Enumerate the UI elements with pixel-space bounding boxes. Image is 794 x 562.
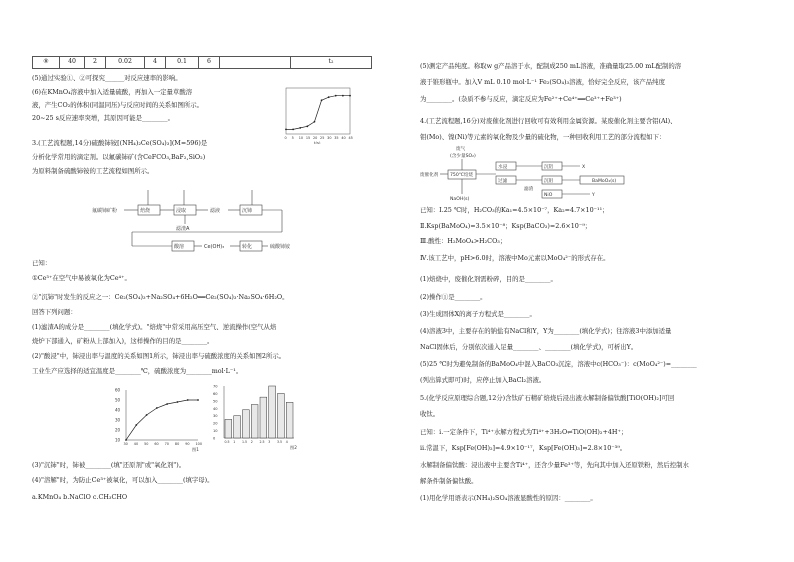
flow-label: X (582, 165, 586, 170)
y-tick-label: 20 (115, 427, 121, 433)
text-line: 钼(Mo)、镍(Ni)等元素的氧化物及少量的硫化物，一种回收利用工艺的部分流程如下： (420, 133, 666, 141)
text-line: Ⅳ.该工艺中，pH>6.0时，溶液中Mo元素以MoO₄²⁻的形式存在。 (420, 254, 610, 262)
options-line: a.KMnO₄ b.NaClO c.CH₃CHO (32, 493, 128, 501)
text-line: (2)"酸浸"中，铈浸出率与温度的关系如图1所示，铈浸出率与硫酸浓度的关系如图2所示。 (32, 352, 286, 360)
x-tick-label: 35 (334, 136, 339, 140)
data-point (292, 129, 294, 131)
text-line: Ⅱ.Ksp(BaMoO₄)=3.5×10⁻⁸；Ksp(BaCO₃)=2.6×10⁻⁹； (420, 222, 592, 230)
process-flow-diagram (92, 182, 332, 254)
bar (269, 386, 276, 438)
text-line: ①Ce³⁺在空气中易被氧化为Ce⁴⁺。 (32, 274, 131, 282)
data-point (146, 414, 148, 416)
x-tick-label: 45 (348, 136, 353, 140)
known-label: 已知： (32, 259, 52, 267)
data-point (335, 95, 337, 97)
flow-label: 转化 (242, 244, 253, 250)
flow-label: 滤渣A (176, 226, 190, 232)
y-tick-label: 0 (213, 436, 216, 441)
x-tick-label: 0.5 (224, 440, 230, 444)
text-line: (4)"溶解"时，为防止Ce³⁺被氧化，可以加入________(填字母)。 (32, 476, 214, 484)
y-tick-label: 30 (115, 417, 121, 423)
y-tick-label: 60 (213, 391, 218, 396)
x-tick-label: 3 (268, 440, 271, 444)
text-line: 液于锥形瓶中。加入V mL 0.10 mol·L⁻¹ Fe₂(SO₄)₃溶液，恰好完全反应，该产品纯度 (420, 78, 665, 86)
data-point (328, 96, 330, 98)
x-tick-label: 2.5 (259, 440, 265, 444)
recovery-flow-diagram (420, 144, 680, 206)
y-tick-label: 10 (115, 437, 121, 443)
flow-label: 滤渣 (524, 187, 534, 192)
table-cell: 4 (145, 57, 166, 69)
text-line: (1)滤渣A的成分是________(填化学式)。"焙烧"中常采用高压空气、逆流操作(空气从焙 (32, 323, 277, 331)
x-tick-label: 30 (123, 442, 128, 446)
flow-label: 酸溶 (174, 244, 185, 250)
x-tick-label: 4 (285, 440, 288, 444)
flow-label: 浸取 (176, 208, 187, 214)
data-point (125, 439, 127, 441)
table-cell: ⑧ (33, 57, 60, 69)
x-tick-label: 30 (327, 136, 332, 140)
bar (260, 397, 267, 438)
question-heading: 4.(工艺流程题,16分)对废催化剂进行回收可有效利用金属资源。某废催化剂主要含铝(Al)、 (420, 117, 677, 125)
x-tick-label: 10 (298, 136, 304, 140)
y-tick-label: 60 (115, 387, 121, 393)
text-line: (5)25 ℃时为避免制备的BaMoO₄中混入BaCO₃沉淀，溶液中c(HCO₃⁻)：c(MoO₄²⁻)=________ (420, 360, 697, 368)
text-line: 回答下列问题： (32, 308, 77, 316)
x-tick-label: 1 (233, 440, 236, 444)
flow-label: (含少量SO₂) (450, 154, 476, 159)
table-cell: t₂ (291, 57, 372, 69)
table-cell: 6 (199, 57, 220, 69)
text-line: 为________。(杂质不参与反应，滴定反应为Fe²⁺+Ce⁴⁺══Ce³⁺+Fe³⁺) (420, 95, 622, 103)
text-line: 分析化学常用的滴定剂。以氟碳铈矿(含CeFCO₃,BaF₂,SiO₂) (32, 153, 206, 161)
x-tick-label: 80 (174, 442, 180, 446)
flow-label: 氟碳铈矿粉 (92, 208, 118, 214)
x-tick-label: 15 (305, 136, 311, 140)
bar (278, 393, 285, 438)
y-tick-label: 10 (213, 429, 218, 434)
text-line: (4)溶液3中，主要存在的钠盐有NaCl和Y，Y为________(填化学式)；往溶液3中添加适量 (420, 327, 672, 335)
x-tick-label: 5 (291, 136, 294, 140)
table-cell: 0.1 (166, 57, 199, 69)
data-point (342, 95, 344, 97)
table-cell (220, 57, 291, 69)
data-point (135, 424, 137, 426)
text-line: 已知：ⅰ.一定条件下，Ti⁴⁺水解方程式为Ti⁴⁺+3H₂O⇌TiO(OH)₂+4H⁺； (420, 428, 628, 436)
text-line: (5)通过实验①、②可探究______对反应速率的影响。 (32, 74, 182, 82)
bar (286, 402, 293, 438)
y-tick-label: 70 (213, 384, 218, 389)
text-line: (6)在KMnO₄溶液中加入适量硫酸，再加入一定量草酸溶 (32, 88, 193, 96)
figure-caption: 图1 (192, 447, 199, 452)
flow-label: 沉铝 (544, 165, 554, 170)
x-tick-label: 70 (164, 442, 169, 446)
experiment-table (32, 56, 372, 69)
flow-label: 废催化剂 (420, 173, 439, 178)
data-point (156, 407, 158, 409)
text-line: 收钛。 (420, 410, 440, 418)
data-point (349, 95, 351, 97)
data-point (197, 399, 199, 401)
question-heading: 5.(化学反应原理综合题,12分)含钛矿石精矿焙烧后浸出液水解制备偏钛酸[TiO(OH)₂]可回 (420, 394, 675, 402)
series-line (286, 96, 350, 130)
table-row (33, 57, 372, 69)
x-axis-label: t(s) (314, 140, 321, 144)
data-point (285, 129, 287, 131)
flow-label: BaMoO₄(s) (592, 179, 617, 184)
bar (234, 416, 241, 438)
x-tick-label: 3.5 (277, 440, 283, 444)
data-point (187, 399, 189, 401)
text-line: (3)"沉铈"时，铈被________(填"还原剂"或"氧化剂")。 (32, 461, 186, 469)
y-tick-label: 50 (115, 397, 121, 403)
text-line: Ⅲ.酸性：H₂MoO₄>H₂CO₃； (420, 237, 507, 245)
x-tick-label: 40 (341, 136, 346, 140)
text-line: (5)测定产品纯度。称取w g产品溶于水，配制成250 mL溶液，准确量取25.00 mL配制的溶 (420, 62, 682, 70)
leaching-vs-acid-chart (210, 382, 300, 454)
leaching-vs-temperature-chart (112, 384, 204, 454)
flow-label: 沉铈 (242, 208, 253, 214)
x-tick-label: 1.5 (242, 440, 248, 444)
x-tick-label: 25 (320, 136, 325, 140)
x-tick-label: 2 (250, 440, 253, 444)
text-line: 已知：Ⅰ.25 ℃时，H₂CO₃的Ka₁=4.5×10⁻⁷，Ka₂=4.7×10⁻¹¹； (420, 206, 609, 214)
bar (243, 410, 250, 438)
data-point (177, 401, 179, 403)
text-line: (2)操作①是________。 (420, 293, 487, 301)
y-tick-label: 40 (213, 406, 218, 411)
data-point (166, 403, 168, 405)
text-line: (列出算式即可)时，应停止加入BaCl₂溶液。 (420, 376, 546, 384)
x-tick-label: 50 (144, 442, 149, 446)
bar (225, 419, 232, 438)
flow-label: 废气 (456, 147, 466, 152)
y-tick-label: 30 (213, 414, 218, 419)
flow-label: 沉钼 (544, 179, 554, 184)
flow-label: 焙烧 (140, 208, 151, 214)
x-tick-label: 90 (185, 442, 190, 446)
data-point (314, 121, 316, 123)
text-line: (1)焙烧中，废催化剂需粉碎，目的是________。 (420, 275, 557, 283)
table-cell: 2 (85, 57, 106, 69)
flow-label: 过滤 (498, 179, 508, 184)
flow-label: Ce(OH)₃ (204, 244, 225, 250)
text-line: 烧炉下部通入，矿粉从上部加入)，这样操作的目的是________。 (32, 337, 214, 345)
table-cell: 0.02 (106, 57, 145, 69)
flow-label: 750℃焙烧 (450, 173, 474, 178)
text-line: 解条件制备偏钛酸。 (420, 477, 478, 485)
data-point (306, 125, 308, 127)
text-line: 水解制备偏钛酸：浸出液中主要含Ti⁴⁺，还含少量Fe³⁺等，先向其中加入还原铁粉，然后控制水 (420, 461, 689, 469)
question-heading: 3.(工艺流程题,14分)硫酸铈铵[(NH₄)₂Ce(SO₄)₃](M=596)是 (32, 139, 208, 147)
text-line: 工业生产应选择的适宜温度是________℃，硫酸浓度为________mol·L⁻¹。 (32, 367, 243, 375)
series-line (126, 400, 198, 440)
text-line: (1)用化学用语表示(NH₄)₂SO₄溶液显酸性的原因：________。 (420, 494, 597, 502)
flow-label: NiO (544, 193, 553, 198)
co2-volume-chart (278, 84, 354, 144)
text-line: 20~25 s反应速率突增，其原因可能是________。 (32, 114, 174, 122)
y-tick-label: 40 (115, 407, 121, 413)
figure-caption: 图2 (290, 445, 297, 450)
text-line: ⅱ.常温下，Ksp[Fe(OH)₂]=4.9×10⁻¹⁷，Ksp[Fe(OH)₃]=2.8×10⁻³⁹。 (420, 444, 627, 452)
y-tick-label: 20 (213, 421, 218, 426)
flow-label: Y (592, 193, 595, 198)
flow-label: 硫酸铈铵 (270, 244, 291, 250)
bar (251, 405, 258, 438)
data-point (299, 127, 301, 129)
x-tick-label: 40 (133, 442, 139, 446)
x-tick-label: 0 (284, 136, 287, 140)
text-line: ②"沉铈"时发生的反应之一：Ce₂(SO₄)₃+Na₂SO₄+6H₂O══Ce₂(SO₄)₃·Na₂SO₄·6H₂O。 (32, 293, 289, 301)
flow-label: NaOH(s) (450, 197, 470, 202)
x-tick-label: 100 (195, 442, 202, 446)
text-line: (3)生成固体X的离子方程式是________。 (420, 310, 536, 318)
data-point (321, 99, 323, 101)
text-line: 为原料制备硫酸铈铵的工艺流程如图所示。 (32, 167, 154, 175)
flow-label: 滤液 (210, 208, 221, 214)
flow-label: 水浸 (498, 165, 508, 170)
text-line: 液，产生CO₂的体积(同温同压)与反应时间的关系如图所示。 (32, 101, 204, 109)
text-line: NaCl固体后，分别依次通入足量________、________(填化学式)，可析出Y。 (420, 343, 638, 351)
table-cell: 40 (60, 57, 85, 69)
x-tick-label: 60 (154, 442, 159, 446)
x-tick-label: 20 (312, 136, 318, 140)
y-tick-label: 50 (213, 399, 218, 404)
